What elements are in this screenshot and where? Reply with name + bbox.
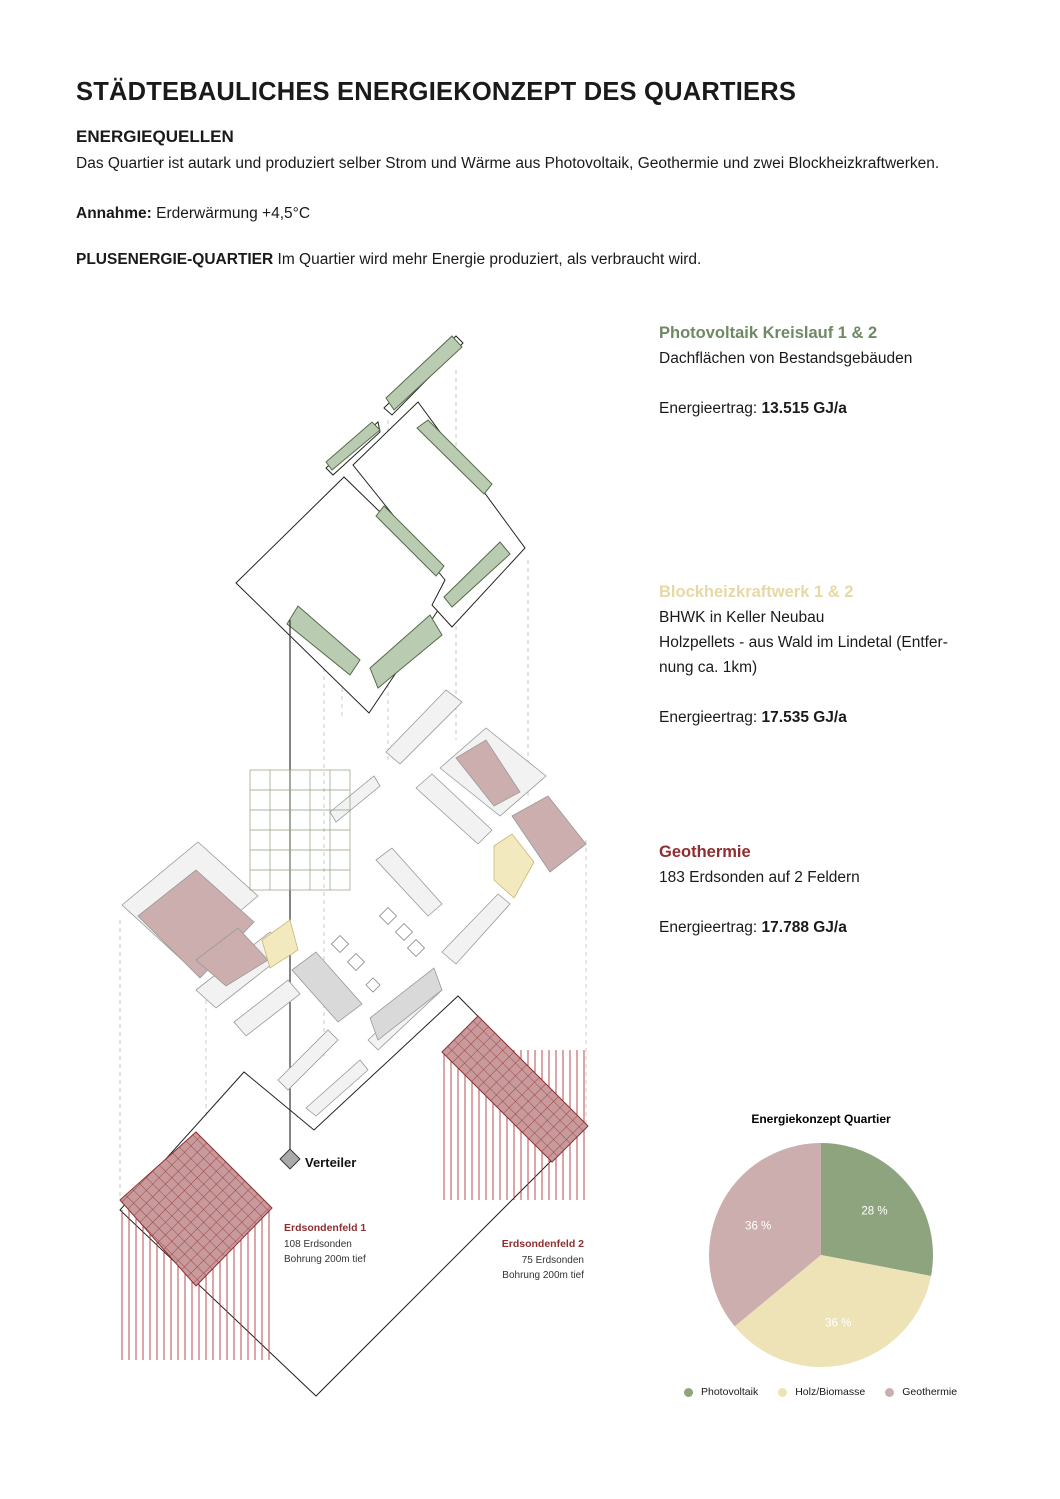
bhkw-yield	[659, 705, 989, 730]
legend-dot	[778, 1388, 787, 1397]
pie-data-label: 36 %	[745, 1220, 772, 1233]
axonometric-energy-diagram	[0, 300, 640, 1410]
geothermal-field-2	[442, 1016, 588, 1200]
geo-yield-label: Energieertrag:	[659, 919, 762, 936]
field2-line1: 75 Erdsonden	[521, 1255, 584, 1266]
pv-heading: Photovoltaik Kreislauf 1 & 2	[659, 324, 878, 342]
geothermal-field-1	[120, 1132, 272, 1360]
assumption-label: Annahme:	[76, 205, 152, 222]
pie-data-label: 28 %	[861, 1205, 888, 1218]
geo-description: 183 Erdsonden auf 2 Feldern	[659, 869, 860, 886]
bhkw-line-1: BHWK in Keller Neubau	[659, 609, 825, 626]
geo-yield	[659, 915, 989, 940]
geo-heading: Geothermie	[659, 843, 751, 861]
plus-label: PLUSENERGIE-QUARTIER	[76, 251, 274, 268]
legend-dot	[684, 1388, 693, 1397]
geo-section	[659, 840, 989, 940]
energy-pie-chart	[690, 1105, 970, 1375]
bhkw-yield-label: Energieertrag:	[659, 709, 762, 726]
legend-dot	[885, 1388, 894, 1397]
geo-yield-value: 17.788 GJ/a	[761, 919, 847, 936]
field1-line2: Bohrung 200m tief	[284, 1254, 366, 1265]
pv-roof-plan	[236, 336, 525, 713]
bhkw-line-2: Holzpellets - aus Wald im Lindetal (Entfer-	[659, 634, 948, 651]
pv-description: Dachflächen von Bestandsgebäuden	[659, 350, 913, 367]
intro-text: Das Quartier ist autark und produziert selber Strom und Wärme aus Photovoltaik, Geothermie und zwei Blockheizkraftwerken.	[76, 155, 940, 172]
bhkw-line-3: nung ca. 1km)	[659, 659, 758, 676]
assumption	[76, 201, 310, 226]
legend-label: Geothermie	[902, 1386, 958, 1398]
assumption-text: Erderwärmung +4,5°C	[151, 205, 311, 222]
field2-title: Erdsondenfeld 2	[501, 1238, 584, 1250]
field1-title: Erdsondenfeld 1	[284, 1222, 367, 1234]
bhkw-yield-value: 17.535 GJ/a	[761, 709, 847, 726]
legend-item-geothermie	[885, 1386, 957, 1398]
legend-label: Photovoltaik	[701, 1386, 759, 1398]
pie-slices	[709, 1143, 933, 1367]
bhkw-section	[659, 580, 989, 730]
pv-yield-value: 13.515 GJ/a	[761, 400, 847, 417]
plus-energy-statement	[76, 247, 701, 272]
legend-item-biomass	[778, 1386, 865, 1398]
pv-section	[659, 321, 989, 421]
pv-yield-label: Energieertrag:	[659, 400, 762, 417]
distributor-label: Verteiler	[305, 1155, 357, 1170]
legend-label: Holz/Biomasse	[795, 1386, 866, 1398]
plus-text: Im Quartier wird mehr Energie produziert, als verbraucht wird.	[273, 251, 702, 268]
sources-heading: ENERGIEQUELLEN	[76, 127, 234, 146]
field1-line1: 108 Erdsonden	[284, 1239, 352, 1250]
field2-line2: Bohrung 200m tief	[502, 1270, 584, 1281]
page-title: STÄDTEBAULICHES ENERGIEKONZEPT DES QUARTIERS	[76, 78, 797, 106]
distributor-icon	[280, 1149, 300, 1169]
pie-title: Energiekonzept Quartier	[751, 1112, 891, 1126]
bhkw-heading: Blockheizkraftwerk 1 & 2	[659, 583, 854, 601]
pie-legend	[684, 1386, 977, 1398]
pie-data-label: 36 %	[825, 1317, 852, 1330]
legend-item-photovoltaik	[684, 1386, 758, 1398]
pv-yield	[659, 396, 989, 421]
